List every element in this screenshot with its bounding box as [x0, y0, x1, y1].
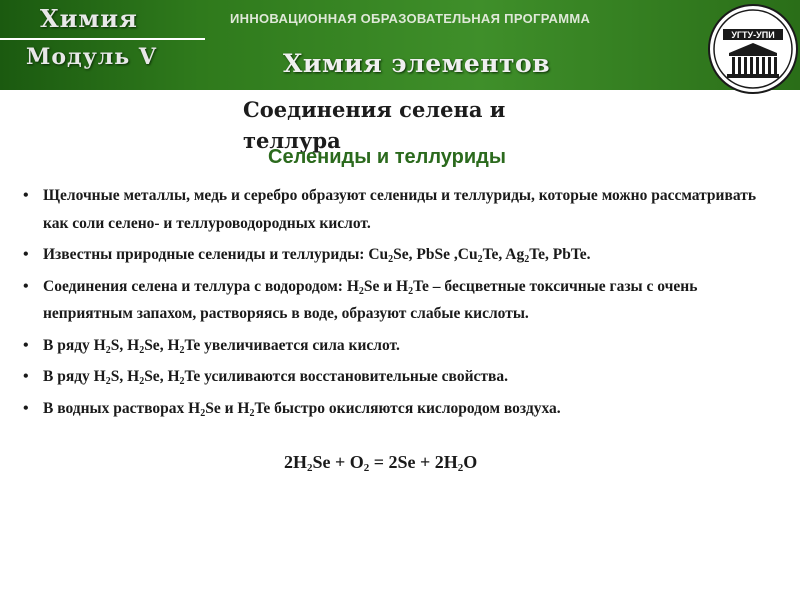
- course-title: Химия элементов: [283, 49, 551, 78]
- university-logo: [707, 3, 799, 95]
- slide-title: Селениды и теллуриды: [268, 146, 506, 168]
- bullet-point-3: • Соединения селена и теллура с водородом: $H_2Se$ и $H_2Te$ – бесцветные токсичные газы с очень неприятным запахом, растворяясь в воде, образуют слабые кислоты.: [20, 273, 785, 328]
- bullet-point-2: • Известны природные селениды и теллуриды: $Cu_2Se$, PbSe $,Cu_2Te$, $Ag_2Te$, PbTe.: [20, 241, 785, 269]
- header-banner: [0, 0, 800, 90]
- topic-title: Соединения селена и теллура: [243, 97, 506, 153]
- bullet-point-5: • В ряду $H_2S$, $H_2Se$, $H_2Te$ усиливаются восстановительные свойства.: [20, 363, 785, 391]
- bullet-point-6: • В водных растворах $H_2Se$ и $H_2Te$ быстро окисляются кислородом воздуха.: [20, 395, 785, 423]
- program-title: ИННОВАЦИОННАЯ ОБРАЗОВАТЕЛЬНАЯ ПРОГРАММА: [230, 11, 591, 26]
- header-divider: [0, 38, 205, 40]
- bullet-point-4: • В ряду $H_2S$, $H_2Se$, $H_2Te$ увеличивается сила кислот.: [20, 332, 785, 360]
- point-text: Щелочные металлы, медь и серебро образуют селениды и теллуриды, которые можно рассматривать как соли селено- и теллуроводородных кислот.: [43, 187, 757, 232]
- bullet-list: [20, 182, 785, 426]
- module-title: Модуль V: [26, 44, 157, 70]
- logo-text: УГТУ-УПИ: [731, 30, 775, 40]
- subject-title: Химия: [40, 4, 138, 33]
- bullet-point-1: [20, 182, 785, 237]
- reaction-equation: $2H_2Se + O_2 = 2Se + 2H_2O$: [284, 452, 478, 474]
